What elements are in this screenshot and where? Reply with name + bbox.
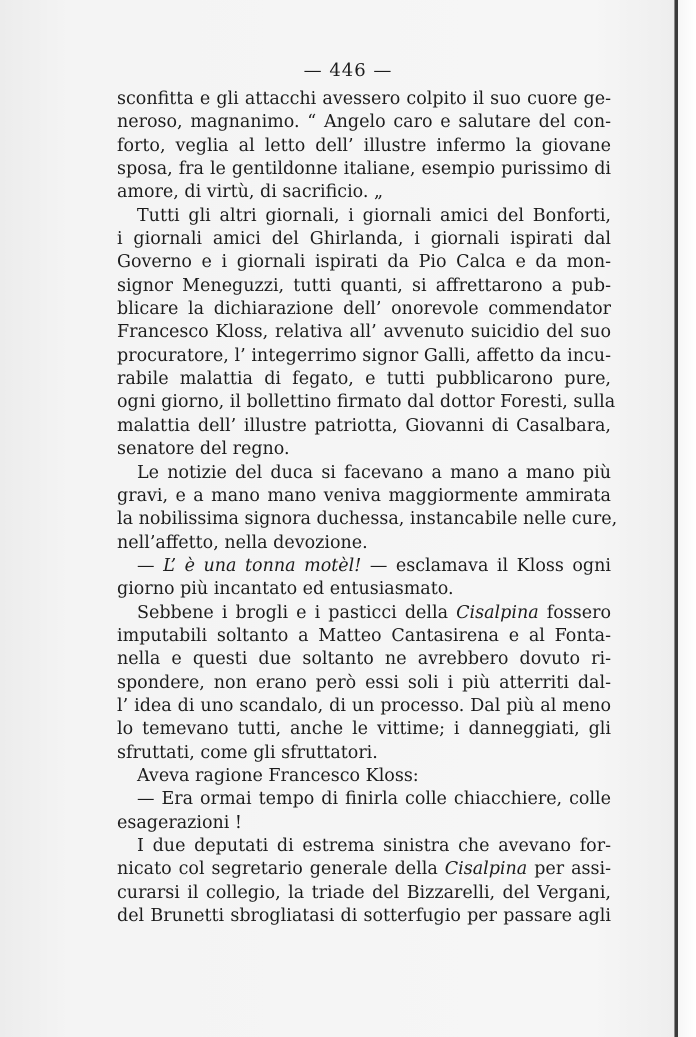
text-line: nella e questi due soltanto ne avrebbero dovuto ri- xyxy=(117,649,611,670)
text-line: malattia dell’ illustre patriotta, Giovanni di Casalbara, xyxy=(117,415,611,436)
text-line: rabile malattia di fegato, e tutti pubblicarono pure, xyxy=(117,369,611,390)
text-segment: — esclamava il Kloss ogni xyxy=(361,555,611,576)
text-line: amore, di virtù, di sacrificio. „ xyxy=(117,182,384,203)
text-line: blicare la dichiarazione dell’ onorevole commendator xyxy=(117,299,611,320)
text-line: curarsi il collegio, la triade del Bizzarelli, del Vergani, xyxy=(117,882,611,903)
text-line xyxy=(117,602,611,625)
text-line: sfruttati, come gli sfruttatori. xyxy=(117,742,378,763)
text-line: sconfitta e gli attacchi avessero colpito il suo cuore ge- xyxy=(117,89,611,109)
text-line: Aveva ragione Francesco Kloss: xyxy=(137,765,419,786)
text-line: lo temevano tutti, anche le vittime; i danneggiati, gli xyxy=(117,719,611,740)
text-line: Tutti gli altri giornali, i giornali amici del Bonforti, xyxy=(137,205,611,226)
text-segment: Sebbene i brogli e i pasticci della xyxy=(137,602,457,623)
text-line: I due deputati di estrema sinistra che avevano for- xyxy=(137,836,611,856)
text-line: procuratore, l’ integerrimo signor Galli, affetto da incu- xyxy=(117,345,611,366)
text-line: esagerazioni ! xyxy=(117,812,242,833)
text-line: i giornali amici del Ghirlanda, i giornali ispirati dal xyxy=(117,229,611,250)
text-line: gravi, e a mano mano veniva maggiormente ammirata xyxy=(117,485,611,506)
body-text xyxy=(117,88,618,928)
page-edge-margin xyxy=(678,0,696,1037)
text-line: Le notizie del duca si facevano a mano a mano più xyxy=(137,462,611,483)
text-line: giorno più incantato ed entusiasmato. xyxy=(117,579,454,600)
italic-text: Cisalpina xyxy=(444,859,528,880)
book-binding-edge xyxy=(674,0,678,1037)
text-line: neroso, magnanimo. “ Angelo caro e salutare del con- xyxy=(117,112,611,133)
text-segment: nicato col segretario generale della xyxy=(117,859,445,880)
text-line: Governo e i giornali ispirati da Pio Calca e da mon- xyxy=(117,252,611,273)
italic-text: L’ è una tonna motèl! xyxy=(163,555,362,576)
text-line: l’ idea di uno scandalo, di un processo. Dal più al meno xyxy=(117,695,611,716)
text-line: senatore del regno. xyxy=(117,439,290,460)
text-line: Francesco Kloss, relativa all’ avvenuto suicidio del suo xyxy=(117,322,611,343)
text-line: sposa, fra le gentildonne italiane, esempio purissimo di xyxy=(117,159,611,180)
text-line: spondere, non erano però essi soli i più atterriti dal- xyxy=(117,672,611,693)
text-line xyxy=(117,858,611,881)
page-number: — 446 — xyxy=(303,60,393,81)
italic-text: Cisalpina xyxy=(456,602,539,623)
text-line: imputabili soltanto a Matteo Cantasirena e al Fonta- xyxy=(117,625,611,646)
text-line: signor Meneguzzi, tutti quanti, si affrettarono a pub- xyxy=(117,275,611,296)
text-line: del Brunetti sbrogliatasi di sotterfugio per passare agli xyxy=(117,906,611,927)
text-line: nell’affetto, nella devozione. xyxy=(117,532,368,553)
text-line: la nobilissima signora duchessa, instancabile nelle cure, xyxy=(117,509,618,530)
text-segment: — xyxy=(137,555,164,576)
text-line: ogni giorno, il bollettino firmato dal dottor Foresti, sulla xyxy=(117,392,616,413)
text-line xyxy=(117,555,611,578)
text-segment: fossero xyxy=(538,602,612,623)
text-line: — Era ormai tempo di finirla colle chiacchiere, colle xyxy=(137,789,611,810)
text-segment: per assi- xyxy=(527,859,611,880)
text-line: forto, veglia al letto dell’ illustre infermo la giovane xyxy=(117,135,611,156)
